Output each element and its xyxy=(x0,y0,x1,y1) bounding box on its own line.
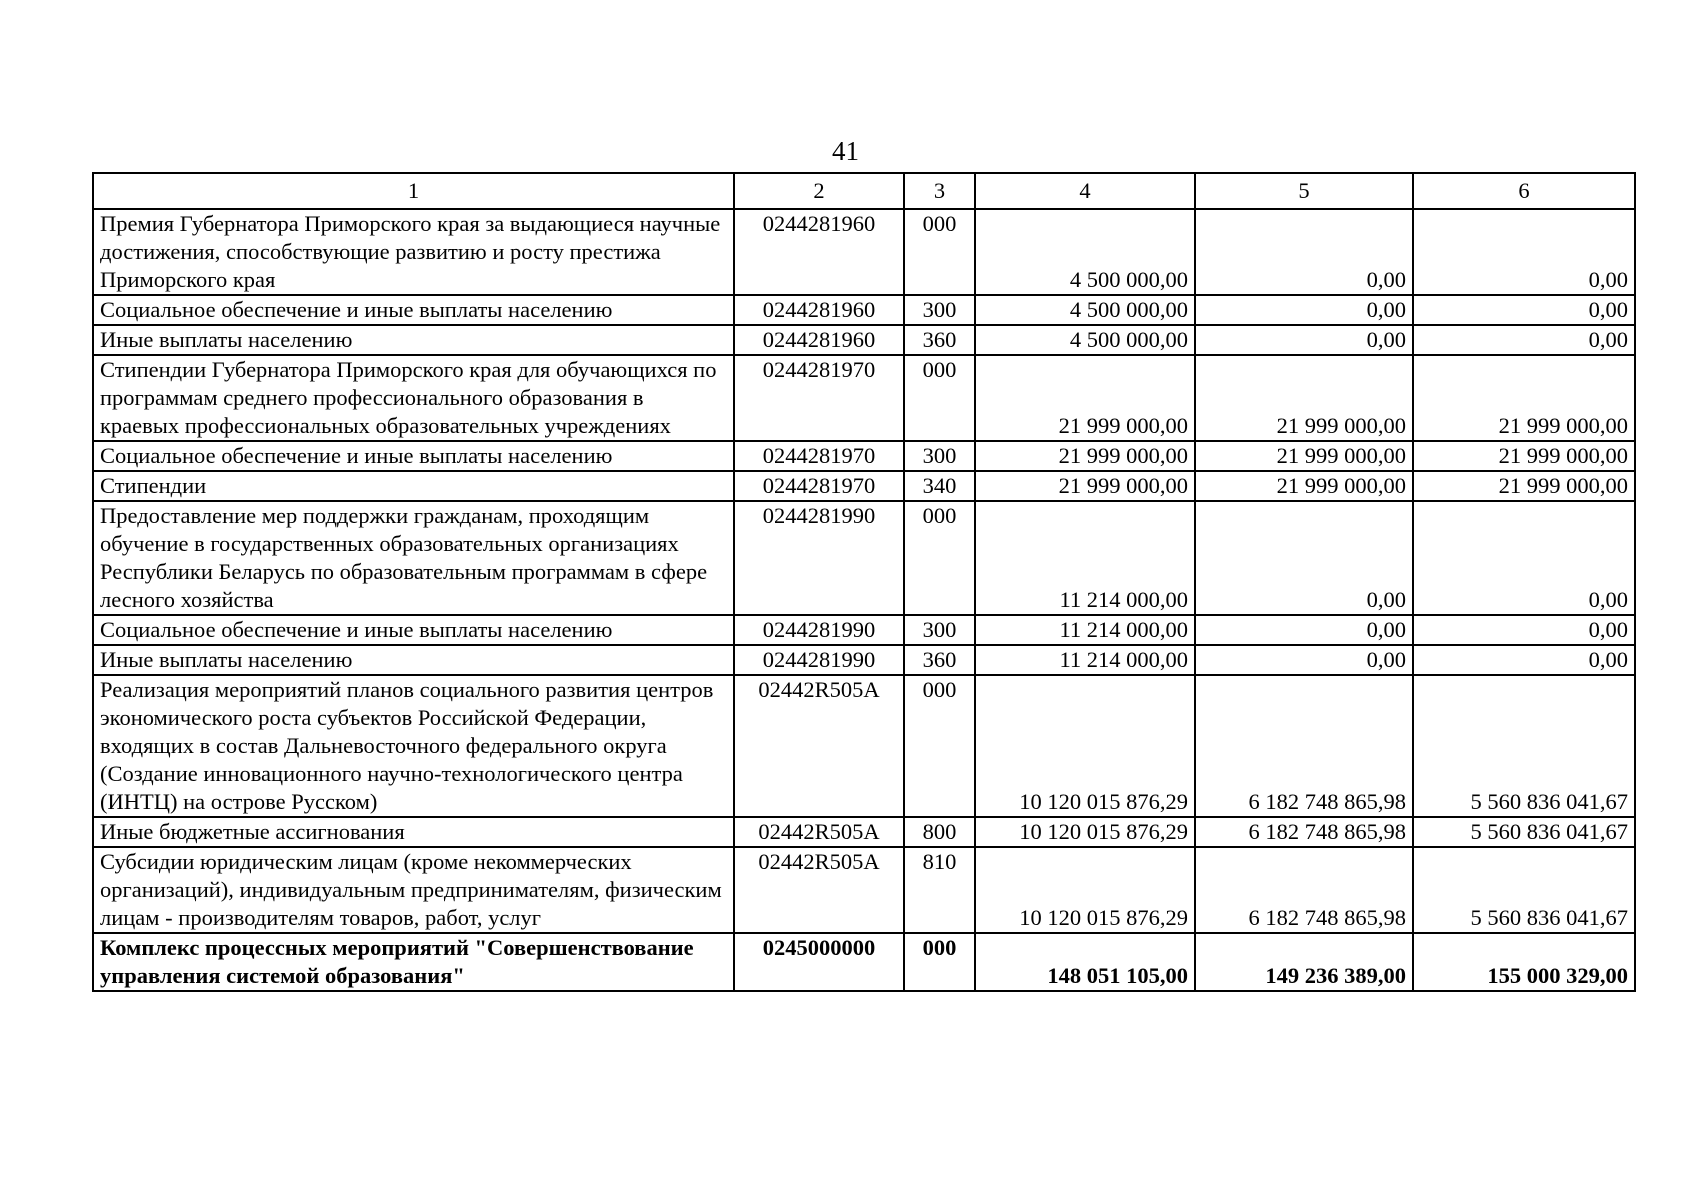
row-amount-6: 155 000 329,00 xyxy=(1413,933,1635,991)
row-name: Премия Губернатора Приморского края за выдающиеся научные достижения, способствующие развитию и росту престижа Приморского края xyxy=(93,209,734,295)
row-code: 0244281990 xyxy=(734,615,904,645)
row-amount-5: 149 236 389,00 xyxy=(1195,933,1413,991)
row-type: 000 xyxy=(904,209,975,295)
row-type: 000 xyxy=(904,355,975,441)
row-name: Социальное обеспечение и иные выплаты населению xyxy=(93,441,734,471)
table-body xyxy=(93,209,1635,991)
row-amount-4: 10 120 015 876,29 xyxy=(975,817,1195,847)
row-name: Комплекс процессных мероприятий "Совершенствование управления системой образования" xyxy=(93,933,734,991)
row-amount-6: 0,00 xyxy=(1413,645,1635,675)
table-row xyxy=(93,817,1635,847)
row-code: 02442R505A xyxy=(734,847,904,933)
header-col-4: 4 xyxy=(975,173,1195,209)
row-type: 360 xyxy=(904,645,975,675)
header-col-1: 1 xyxy=(93,173,734,209)
row-amount-4: 11 214 000,00 xyxy=(975,501,1195,615)
row-amount-5: 6 182 748 865,98 xyxy=(1195,847,1413,933)
row-name: Предоставление мер поддержки гражданам, проходящим обучение в государственных образовательных организациях Республики Беларусь по образовательным программам в сфере лесного хозяйства xyxy=(93,501,734,615)
row-name: Субсидии юридическим лицам (кроме некоммерческих организаций), индивидуальным предпринимателям, физическим лицам - производителям товаров, работ, услуг xyxy=(93,847,734,933)
row-type: 300 xyxy=(904,615,975,645)
header-row xyxy=(93,173,1635,209)
row-amount-5: 0,00 xyxy=(1195,501,1413,615)
row-code: 0244281970 xyxy=(734,471,904,501)
row-type: 300 xyxy=(904,295,975,325)
header-col-2: 2 xyxy=(734,173,904,209)
row-amount-4: 11 214 000,00 xyxy=(975,645,1195,675)
row-amount-5: 6 182 748 865,98 xyxy=(1195,675,1413,817)
row-amount-4: 11 214 000,00 xyxy=(975,615,1195,645)
row-amount-4: 21 999 000,00 xyxy=(975,441,1195,471)
row-name: Социальное обеспечение и иные выплаты населению xyxy=(93,295,734,325)
row-amount-6: 5 560 836 041,67 xyxy=(1413,817,1635,847)
row-amount-5: 0,00 xyxy=(1195,325,1413,355)
row-amount-4: 10 120 015 876,29 xyxy=(975,675,1195,817)
row-type: 000 xyxy=(904,501,975,615)
row-amount-6: 5 560 836 041,67 xyxy=(1413,847,1635,933)
row-name: Иные выплаты населению xyxy=(93,645,734,675)
row-amount-6: 0,00 xyxy=(1413,615,1635,645)
row-amount-4: 21 999 000,00 xyxy=(975,471,1195,501)
table-row xyxy=(93,501,1635,615)
row-amount-5: 21 999 000,00 xyxy=(1195,441,1413,471)
table-row xyxy=(93,471,1635,501)
header-col-5: 5 xyxy=(1195,173,1413,209)
row-type: 000 xyxy=(904,675,975,817)
row-type: 000 xyxy=(904,933,975,991)
row-amount-6: 0,00 xyxy=(1413,325,1635,355)
row-amount-6: 21 999 000,00 xyxy=(1413,355,1635,441)
row-code: 0244281960 xyxy=(734,209,904,295)
row-amount-5: 21 999 000,00 xyxy=(1195,471,1413,501)
row-name: Реализация мероприятий планов социального развития центров экономического роста субъектов Российской Федерации, входящих в состав Дальневосточного федерального округа (Создание инновационного научно-технологического центра (ИНТЦ) на острове Русском) xyxy=(93,675,734,817)
row-code: 0244281970 xyxy=(734,441,904,471)
table-row xyxy=(93,847,1635,933)
row-code: 0244281960 xyxy=(734,295,904,325)
row-amount-6: 0,00 xyxy=(1413,209,1635,295)
table-row xyxy=(93,933,1635,991)
row-amount-4: 148 051 105,00 xyxy=(975,933,1195,991)
row-code: 0245000000 xyxy=(734,933,904,991)
row-amount-4: 4 500 000,00 xyxy=(975,325,1195,355)
row-name: Стипендии xyxy=(93,471,734,501)
row-type: 340 xyxy=(904,471,975,501)
row-amount-5: 21 999 000,00 xyxy=(1195,355,1413,441)
row-amount-6: 21 999 000,00 xyxy=(1413,441,1635,471)
table-row xyxy=(93,355,1635,441)
row-name: Иные бюджетные ассигнования xyxy=(93,817,734,847)
table-header xyxy=(93,173,1635,209)
row-code: 0244281990 xyxy=(734,501,904,615)
row-code: 0244281960 xyxy=(734,325,904,355)
header-col-6: 6 xyxy=(1413,173,1635,209)
row-code: 0244281970 xyxy=(734,355,904,441)
row-amount-5: 0,00 xyxy=(1195,295,1413,325)
row-name: Социальное обеспечение и иные выплаты населению xyxy=(93,615,734,645)
row-code: 02442R505A xyxy=(734,817,904,847)
row-amount-4: 10 120 015 876,29 xyxy=(975,847,1195,933)
table-row xyxy=(93,645,1635,675)
row-amount-6: 0,00 xyxy=(1413,501,1635,615)
row-amount-5: 6 182 748 865,98 xyxy=(1195,817,1413,847)
row-name: Стипендии Губернатора Приморского края для обучающихся по программам среднего профессионального образования в краевых профессиональных образовательных учреждениях xyxy=(93,355,734,441)
row-type: 360 xyxy=(904,325,975,355)
row-amount-5: 0,00 xyxy=(1195,209,1413,295)
row-type: 300 xyxy=(904,441,975,471)
row-code: 02442R505A xyxy=(734,675,904,817)
row-amount-5: 0,00 xyxy=(1195,615,1413,645)
budget-table xyxy=(92,172,1636,992)
row-amount-4: 4 500 000,00 xyxy=(975,295,1195,325)
row-type: 810 xyxy=(904,847,975,933)
table-row xyxy=(93,209,1635,295)
table-row xyxy=(93,675,1635,817)
table-row xyxy=(93,295,1635,325)
table-row xyxy=(93,441,1635,471)
table-row xyxy=(93,325,1635,355)
page-number: 41 xyxy=(832,136,859,166)
row-type: 800 xyxy=(904,817,975,847)
row-amount-4: 21 999 000,00 xyxy=(975,355,1195,441)
row-amount-6: 21 999 000,00 xyxy=(1413,471,1635,501)
row-amount-4: 4 500 000,00 xyxy=(975,209,1195,295)
header-col-3: 3 xyxy=(904,173,975,209)
row-amount-6: 0,00 xyxy=(1413,295,1635,325)
row-code: 0244281990 xyxy=(734,645,904,675)
row-name: Иные выплаты населению xyxy=(93,325,734,355)
table-row xyxy=(93,615,1635,645)
row-amount-6: 5 560 836 041,67 xyxy=(1413,675,1635,817)
row-amount-5: 0,00 xyxy=(1195,645,1413,675)
